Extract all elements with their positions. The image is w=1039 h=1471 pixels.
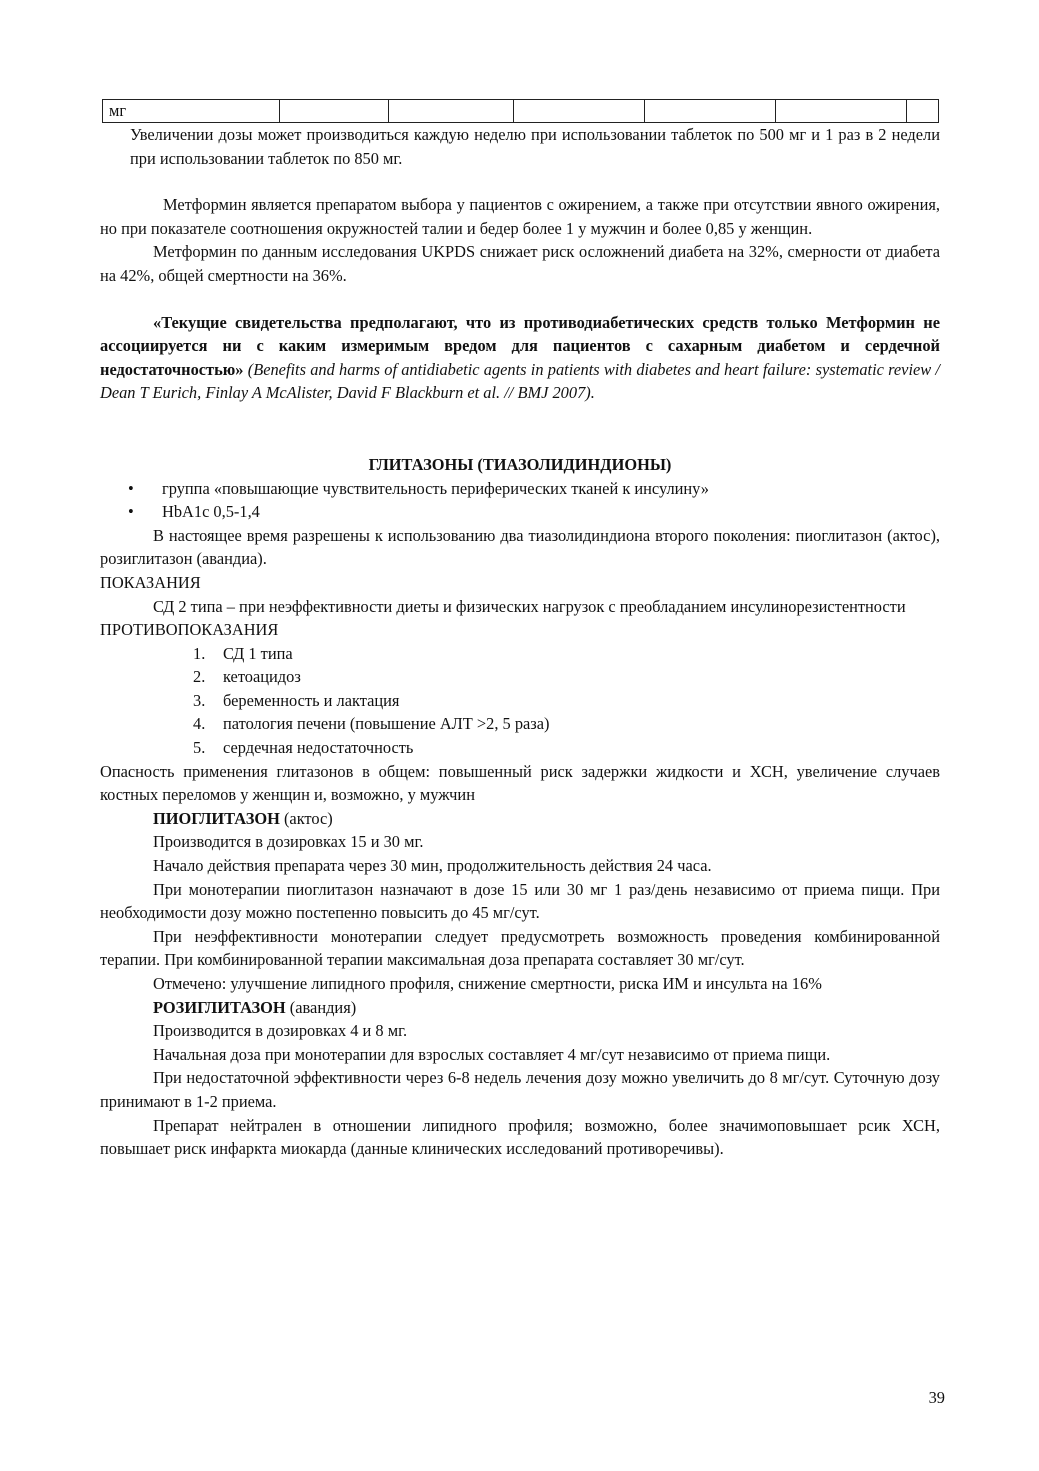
- table-cell: [776, 100, 907, 123]
- dosage-table-fragment: [102, 99, 939, 123]
- drug-brand: (актос): [279, 808, 333, 828]
- table-cell: [514, 100, 645, 123]
- list-item-text: кетоацидоз: [223, 667, 301, 687]
- contraindications-label: ПРОТИВОПОКАЗАНИЯ: [100, 620, 279, 640]
- list-item: 2. кетоацидоз: [193, 667, 301, 687]
- list-item: [100, 500, 940, 524]
- contraindications-list: [100, 642, 940, 760]
- list-item: 4. патология печени (повышение АЛТ >2, 5 раза): [193, 714, 550, 734]
- page-number: 39: [928, 1388, 945, 1407]
- table-cell: [389, 100, 514, 123]
- glitazones-danger-paragraph: Опасность применения глитазонов в общем: повышенный риск задержки жидкости и ХСН, увеличение случаев костных переломов у женщин и, возможно, у мужчин: [100, 761, 940, 805]
- drug-name: РОЗИГЛИТАЗОН: [153, 997, 286, 1017]
- list-item-text: СД 1 типа: [223, 643, 293, 663]
- bullet-icon: •: [128, 502, 134, 522]
- list-item: 3. беременность и лактация: [193, 690, 400, 710]
- indications-label: ПОКАЗАНИЯ: [100, 572, 201, 592]
- list-item-text: беременность и лактация: [223, 690, 400, 710]
- bullet-icon: •: [128, 478, 134, 498]
- drug-brand: (авандия): [285, 997, 357, 1017]
- table-cell: [645, 100, 776, 123]
- pioglitazone-paragraph: Начало действия препарата через 30 мин, продолжительность действия 24 часа.: [153, 856, 712, 876]
- glitazones-bullets: [100, 477, 940, 524]
- table-cell: [280, 100, 389, 123]
- quote-text: «Текущие свидетельства предполагают, что из противодиабетических средств только Метформин не ассоциируется ни с каким измеримым вредом для пациентов с сахарным диабетом и сердечной недостаточностью»: [100, 312, 940, 379]
- indications-text: СД 2 типа – при неэффективности диеты и физических нагрузок с преобладанием инсулинорезистентности: [153, 596, 906, 616]
- evidence-quote: [100, 311, 940, 405]
- list-item: 1. СД 1 типа: [193, 643, 293, 663]
- bullet-text: группа «повышающие чувствительность периферических тканей к инсулину»: [162, 478, 709, 498]
- pioglitazone-heading: [100, 807, 940, 831]
- glitazones-heading: ГЛИТАЗОНЫ (ТИАЗОЛИДИНДИОНЫ): [368, 454, 672, 474]
- list-item: [100, 477, 940, 501]
- rosiglitazone-paragraph: Препарат нейтрален в отношении липидного профиля; возможно, более значимоповышает рсик ХСН, повышает риск инфаркта миокарда (данные клинических исследований противоречивы).: [100, 1115, 940, 1159]
- table-cell: [907, 100, 939, 123]
- pioglitazone-paragraph: При монотерапии пиоглитазон назначают в дозе 15 или 30 мг 1 раз/день независимо от приема пищи. При необходимости дозу можно постепенно повысить до 45 мг/сут.: [100, 879, 940, 923]
- rosiglitazone-paragraph: При недостаточной эффективности через 6-8 недель лечения дозу можно увеличить до 8 мг/сут. Суточную дозу принимают в 1-2 приема.: [100, 1068, 940, 1111]
- table-row: [103, 100, 939, 123]
- rosiglitazone-heading: [100, 996, 940, 1020]
- list-item-text: сердечная недостаточность: [223, 738, 414, 758]
- pioglitazone-paragraph: При неэффективности монотерапии следует предусмотреть возможность проведения комбинированной терапии. При комбинированной терапии максимальная доза препарата составляет 30 мг/сут.: [100, 926, 940, 970]
- pioglitazone-paragraph: Отмечено: улучшение липидного профиля, снижение смертности, риска ИМ и инсульта на 16%: [153, 974, 822, 993]
- pioglitazone-paragraph: Производится в дозировках 15 и 30 мг.: [153, 832, 424, 852]
- bullet-text: HbA1c 0,5-1,4: [162, 502, 260, 522]
- table-cell-unit: мг: [103, 100, 280, 123]
- list-item: 5. сердечная недостаточность: [193, 738, 414, 758]
- allowed-drugs-paragraph: В настоящее время разрешены к использованию два тиазолидиндиона второго поколения: пиоглитазон (актос), розиглитазон (авандиа).: [100, 525, 940, 569]
- metformin-choice-paragraph: Метформин является препаратом выбора у пациентов с ожирением, а также при отсутствии явного ожирения, но при показателе соотношения окружностей талии и бедер более 1 у мужчин и более 0,85 у женщин.: [100, 195, 940, 238]
- dose-increase-paragraph: Увеличении дозы может производиться каждую неделю при использовании таблеток по 500 мг и 1 раз в 2 недели при использовании таблеток по 850 мг.: [130, 125, 940, 168]
- list-item-text: патология печени (повышение АЛТ >2, 5 раза): [223, 714, 550, 734]
- drug-name: ПИОГЛИТАЗОН: [153, 808, 280, 828]
- ukpds-paragraph: Метформин по данным исследования UKPDS снижает риск осложнений диабета на 32%, смерности от диабета на 42%, общей смертности на 36%.: [100, 242, 940, 285]
- rosiglitazone-paragraph: Начальная доза при монотерапии для взрослых составляет 4 мг/сут независимо от приема пищи.: [153, 1044, 831, 1064]
- quote-citation: (Benefits and harms of antidiabetic agents in patients with diabetes and heart failure: systematic review / Dean T Eurich, Finlay A McAlister, David F Blackburn et al. // BMJ 2007).: [100, 359, 940, 403]
- page-content: [100, 99, 940, 1161]
- rosiglitazone-paragraph: Производится в дозировках 4 и 8 мг.: [153, 1021, 408, 1041]
